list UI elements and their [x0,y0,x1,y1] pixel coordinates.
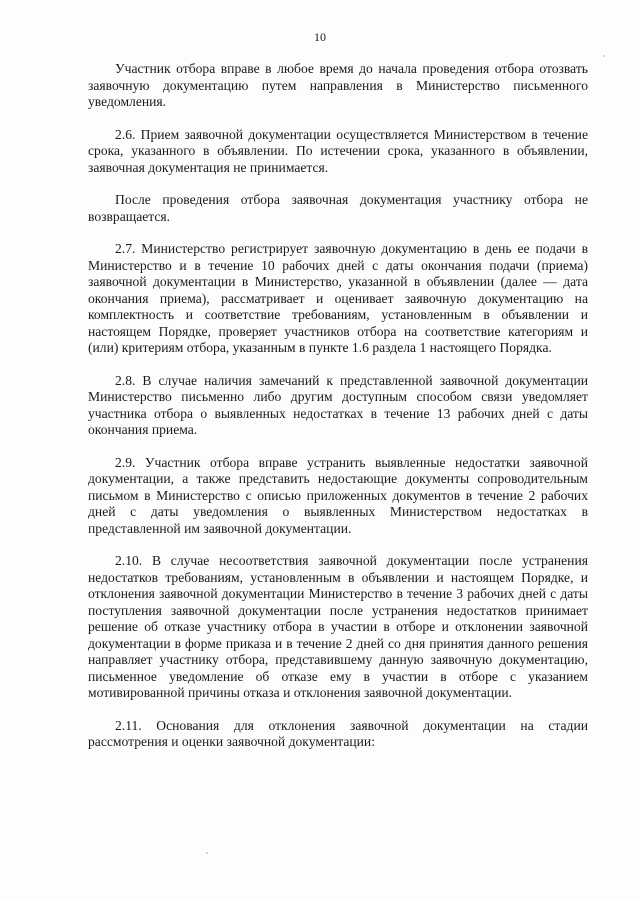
document-body [88,61,588,767]
paragraph-2-11: 2.11. Основания для отклонения заявочной документации на стадии рассмотрения и оценки заявочной документации: [88,717,588,749]
paragraph-2-6: 2.6. Прием заявочной документации осуществляется Министерством в течение срока, указанного в объявлении. По истечении срока, указанного в объявлении, заявочная документация не принимается. [88,126,588,175]
paragraph-2-9: 2.9. Участник отбора вправе устранить выявленные недостатки заявочной документации, а также представить недостающие документы сопроводительным письмом в Министерство с описью приложенных документов в течение 2 рабочих дней с даты уведомления о выявленных Министерством недостатках в представленной им заявочной документации. [88,454,588,536]
paragraph-withdrawal: Участник отбора вправе в любое время до начала проведения отбора отозвать заявочную документацию путем направления в Министерство письменного уведомления. [88,61,588,109]
scan-speck [206,852,208,854]
paragraph-2-8: 2.8. В случае наличия замечаний к представленной заявочной документации Министерство письменно либо другим доступным способом связи уведомляет участника отбора о выявленных недостатках в течение 13 рабочих дней с даты окончания приема. [88,372,588,437]
paragraph-not-returned: После проведения отбора заявочная документация участнику отбора не возвращается. [88,192,588,224]
paragraph-2-10: 2.10. В случае несоответствия заявочной документации после устранения недостатков требованиям, установленным в объявлении и настоящем Порядке, и отклонения заявочной документации Министерство в течение 3 рабочих дней с даты поступления заявочной документации после устранения недостатков принимает решение об отказе участнику отбора в участии в отборе и отклонении заявочной документации в форме приказа и в течение 2 дней со дня принятия данного решения направляет участнику отбора, представившему данную заявочную документацию, письменное уведомление об отказе ему в участии в отборе с указанием мотивированной причины отказа и отклонения заявочной документации. [88,553,588,700]
paragraph-2-7: 2.7. Министерство регистрирует заявочную документацию в день ее подачи в Министерство и в течение 10 рабочих дней с даты окончания подачи (приема) заявочной документации в Министерство, указанной в объявлении (далее — дата окончания приема), рассматривает и оценивает заявочную документацию на комплектность и соответствие требованиям, установленным в объявлении и настоящем Порядке, проверяет участников отбора на соответствие категориям и (или) критериям отбора, указанным в пункте 1.6 раздела 1 настоящего Порядка. [88,241,588,355]
scan-speck [603,55,605,57]
page-number: 10 [314,30,326,44]
